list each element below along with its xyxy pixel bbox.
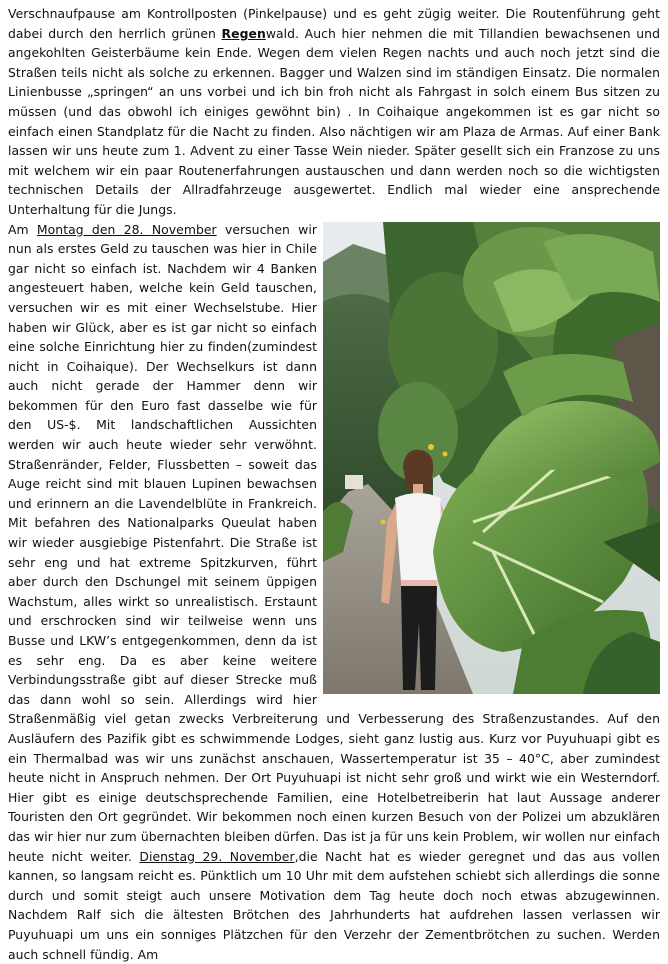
date-tuesday: Dienstag 29. November [139, 848, 295, 864]
text-run: ,die Nacht hat es wieder geregnet und das aus vollen kannen, so langsam reicht es. Pünktlich um 10 Uhr mit dem aufstehen schiebt sich allerdings die sonne durch und somit steigt auch unsere Motivation dem Tag heute doch noch etwas abzugewinnen. Nachdem Ralf sich die ältesten Brötchen des Jahrhunderts hat aufdrehen lassen verlassen wir Puyuhuapi um uns ein sonniges Plätzchen für den Verzehr der Zementbrötchen zu suchen. Werden auch schnell fündig. Am [8, 848, 660, 962]
text-run: Verschnaufpause am Kontrollposten (Pinkelpause) und es geht zügig weiter. Die Routenführung geht dabei durch den herrlich grünen [8, 6, 660, 41]
photo-woman-giant-rhubarb [323, 222, 660, 694]
text-run: versuchen wir nun als erstes Geld zu tauschen was hier in Chile gar nicht so einfach ist. Nachdem wir 4 Banken angesteuert haben, welche kein Geld tauschen, versuchen wir es mit einer Wechselstube. Hier haben wir Glück, aber es ist gar nicht so einfach eine solche Einrichtung hier zu finden(zumindest nicht in Coihaique). Der Wechselkurs ist dann auch nicht gerade der Hammer denn wir bekommen für den Euro fast dasselbe wie für den US-$. Mit landschaftlichen Aussichten werden wir auch heute wieder sehr verwöhnt. Straßenränder, Felder, Flussbetten – soweit das Auge reicht sind mit blauen Lupinen bewachsen und erinnern an die Lavendelblüte in Frankreich. Mit befahren des Nationalparks Queulat haben wir wieder ausgiebige Pistenfahrt. Die Straße ist sehr eng und hat extreme Spitzkurven, führt aber durch den Dschungel mit seinem üppigen Wachstum, alles wirkt so unrealistisch. Erstaunt und erschrocken sind wir teilweise wenn uns Busse und LKW’s entgegenkommen, denn da ist es sehr eng. Da es aber keine weitere Verbindungsstraße gibt auf dieser Strecke muß das dann wohl so sein. Allerdings wird hier Straßenmäßig viel getan zwecks Verbreiterung und Verbesserung des Straßenzustandes. Auf den Ausläufern des Pazifik gibt es schwimmende Lodges, sieht ganz lustig aus. Kurz vor Puyuhuapi gibt es ein Thermalbad was wir uns zunächst anschauen, Wassertemperatur ist 35 – 40°C, aber zumindest heute nicht in Anspruch nehmen. Der Ort Puyuhuapi ist nicht sehr groß und wirkt wie ein Westerndorf. Hier gibt es einige deutschsprechende Familien, eine Hotelbetreiberin hat laut Aussage anderer Touristen den Ort gegründet. Wir bekommen noch einen kurzen Besuch von der Polizei um abzuklären das wir hier nur zum übernachten bleiben dürfen. Das ist ja für uns kein Problem, wir wollen nur einfach heute nicht weiter. [8, 221, 660, 864]
paragraph-1 [8, 4, 660, 220]
regen-emphasis: Regen [221, 25, 266, 41]
text-run: Am [8, 221, 37, 237]
document-page [8, 4, 660, 964]
date-monday: Montag den 28. November [36, 221, 217, 237]
text-run: wald. Auch hier nehmen die mit Tillandien bewachsenen und angekohlten Geisterbäume kein Ende. Wegen dem vielen Regen nachts und auch noch jetzt sind die Straßen teils nicht als solche zu erkennen. Bagger und Walzen sind im ständigen Einsatz. Die normalen Linienbusse „springen“ an uns vorbei und ich bin froh nicht als Fahrgast in solch einem Bus sitzen zu müssen (und das obwohl ich einiges gewöhnt bin) . In Coihaique angekommen ist es gar nicht so einfach einen Standplatz für die Nacht zu finden. Also nächtigen wir am Plaza de Armas. Auf einer Bank lassen wir uns heute zum 1. Advent zu einer Tasse Wein nieder. Später gesellt sich ein Franzose zu uns mit welchem wir ein paar Routenerfahrungen austauschen und dann werden noch so die wichtigsten technischen Details der Allradfahrzeuge ausgewertet. Endlich mal wieder eine ansprechende Unterhaltung für die Jungs. [8, 25, 660, 217]
